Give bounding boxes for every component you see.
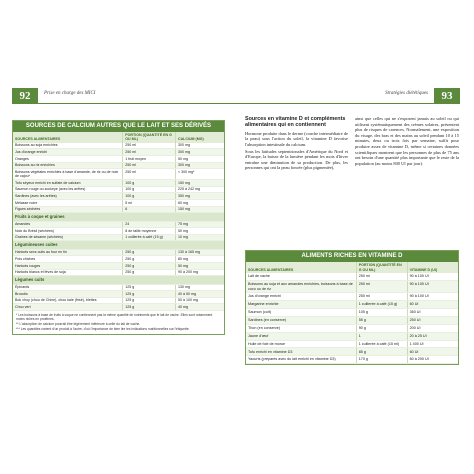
table-cell: 60 mg <box>175 199 224 206</box>
table-cell: 90 g <box>356 324 407 332</box>
table-cell: 50 mg <box>175 228 224 235</box>
table-cell: 360 UI <box>407 309 458 317</box>
text-column-2 <box>355 116 459 167</box>
table-cell: 90 à 200 mg <box>175 269 224 276</box>
table-cell: 1 cuillerée à café (15 g) <box>123 234 176 241</box>
table-cell: 200 UI <box>407 324 458 332</box>
right-page <box>237 0 474 474</box>
table-row <box>13 221 224 228</box>
table-cell: Tofu enrichi en vitamine D3 <box>246 348 356 356</box>
table-cell: 50 mg <box>175 156 224 163</box>
table-cell: Bok choy (chou de Chine), chou kale (frisé), blettes <box>13 297 123 304</box>
running-title: Stratégies diététiques <box>385 91 428 96</box>
table-cell: Figues séchées <box>13 206 123 213</box>
table-cell: Saumon (cuit) <box>246 309 356 317</box>
table-row <box>13 249 224 256</box>
table-cell: 90 à 100 UI <box>407 273 458 280</box>
table-cell: 250 ml <box>123 149 176 156</box>
right-page-header <box>237 88 474 104</box>
footnote: *** Les quantités varient d'un produit à l'autre, d'où l'importance de bien lire les indications nutritionnelles sur l'étiquette. <box>16 326 190 331</box>
table-cell: 125 g <box>123 304 176 311</box>
table-row <box>246 316 458 324</box>
table-title: ALIMENTS RICHES EN VITAMINE D <box>246 251 458 262</box>
calcium-sources-table <box>12 120 225 335</box>
table-section-row <box>13 213 224 221</box>
table-cell: 5 ml <box>123 199 176 206</box>
table-cell: Haricots rouges <box>13 262 123 269</box>
table-cell: 170 g <box>356 356 407 364</box>
table-header-row <box>246 262 458 273</box>
table-cell: 10 mg <box>175 234 224 241</box>
footnote: ** L'absorption de calcium pourrait être légèrement inférieure à celle du lait de vache. <box>16 321 141 326</box>
table-cell: Saumon rouge ou sockeye (avec les arêtes) <box>13 186 123 193</box>
table-cell: Amandes <box>13 221 123 228</box>
table-row <box>246 332 458 340</box>
running-title: Prise en charge des MICI <box>44 91 96 96</box>
column-header: SOURCES ALIMENTAIRES <box>13 132 123 143</box>
table-cell: 130 mg <box>175 284 224 291</box>
table-cell: 40 à 50 mg <box>175 291 224 298</box>
table-cell: Jus d'orange enrichi <box>246 293 356 301</box>
vitamin-d-food-table <box>246 262 458 364</box>
table-cell: Haricots blancs et fèves de soja <box>13 269 123 276</box>
table-cell: 250 ml <box>123 143 176 149</box>
table-cell: Boissons au soja enrichies <box>13 143 123 149</box>
column-header: PORTION (QUANTITÉ EN G OU ML) <box>123 132 176 143</box>
table-cell: Yaourts (préparés avec du lait enrichi en vitamine D3) <box>246 356 356 364</box>
table-cell: Boissons au soja et aux amandes enrichies, boissons à base de coco ou de riz <box>246 280 356 292</box>
table-cell: 250 g <box>123 249 176 256</box>
table-cell: 250 ml <box>123 169 176 180</box>
page-number: 92 <box>12 88 38 104</box>
table-cell: 50 mg <box>175 262 224 269</box>
table-cell: 250 ml <box>356 293 407 301</box>
table-cell: 1 <box>356 332 407 340</box>
table-cell: 250 g <box>123 262 176 269</box>
table-cell: Boissons végétales enrichies à base d'amande, de riz ou de noix de cajou* <box>13 169 123 180</box>
table-cell: Lait de vache <box>246 273 356 280</box>
table-cell: 100 g <box>123 180 176 187</box>
section-label: Légumineuses cuites <box>13 241 224 249</box>
table-row <box>13 304 224 311</box>
table-title: SOURCES DE CALCIUM AUTRES QUE LE LAIT ET SES DÉRIVÉS <box>13 121 224 132</box>
table-body <box>13 143 224 311</box>
column-header: PORTION (QUANTITÉ EN G OU ML) <box>356 262 407 273</box>
table-row <box>246 280 458 292</box>
footnote: * Les boissons à base de fruits à coque ne contiennent pas la même quantité de nutriments que le lait de vache. Elles sont notamment moins riches en protéines. <box>16 312 213 321</box>
table-cell: 300 mg <box>175 162 224 169</box>
table-row <box>13 149 224 156</box>
table-row <box>13 186 224 193</box>
table-row <box>246 293 458 301</box>
table-row <box>13 234 224 241</box>
table-cell: Sardines (en conserve) <box>246 316 356 324</box>
table-cell: Huile de foie de morue <box>246 340 356 348</box>
column-header: VITAMINE D (UI) <box>407 262 458 273</box>
table-cell: 150 mg <box>175 180 224 187</box>
table-row <box>13 180 224 187</box>
table-section-row <box>13 241 224 249</box>
table-cell: 300 mg <box>175 143 224 149</box>
table-row <box>13 228 224 235</box>
column-header: SOURCES ALIMENTAIRES <box>246 262 356 273</box>
table-cell: Boissons au riz enrichies <box>13 162 123 169</box>
table-cell: 60 UI <box>407 348 458 356</box>
table-row <box>246 273 458 280</box>
table-row <box>246 301 458 309</box>
table-row <box>246 309 458 317</box>
table-cell: 24 <box>123 221 176 228</box>
table-cell: 350 mg <box>175 193 224 200</box>
table-cell: Brocolis <box>13 291 123 298</box>
table-row <box>13 256 224 263</box>
table-cell: 60 UI <box>407 301 458 309</box>
table-cell: Jus d'orange enrichi <box>13 149 123 156</box>
header-rule <box>12 103 237 104</box>
table-cell: 100 g <box>123 186 176 193</box>
table-cell: 100 g <box>123 193 176 200</box>
table-cell: Graines de sésame (séchées) <box>13 234 123 241</box>
body-paragraph: ainsi que celles qui ne s'exposent jamais au soleil ou qui utilisent systématiquement des crèmes solaires, présentent plus de risques de carences. Normalement, une exposition du visage, des bras et des mains au soleil pendant 10 à 15 minutes, deux ou trois fois par semaine, suffit pour produire assez de vitamine D, même si certaines données scientifiques montrent que les personnes de plus de 75 ans ont besoin d'une quantité plus importante que le reste de la population (au moins 800 UI par jour). <box>355 116 459 166</box>
table-cell: Margarine enrichie <box>246 301 356 309</box>
table-cell: 6 <box>123 206 176 213</box>
table-row <box>13 262 224 269</box>
table-cell: Jaune d'œuf <box>246 332 356 340</box>
section-heading: Sources en vitamine D et compléments alimentaires qui en contiennent <box>245 116 346 129</box>
table-cell: 8 de taille moyenne <box>123 228 176 235</box>
table-cell: 250 g <box>123 256 176 263</box>
body-paragraph: Sous les latitudes septentrionales d'Amérique du Nord et d'Europe, la baisse de la lumière pendant les mois d'hiver entraîne une diminution de sa production. De plus, les personnes qui ont la peau foncée (plus pigmentée), <box>245 148 348 171</box>
table-row <box>13 199 224 206</box>
table-cell: 90 à 100 UI <box>407 280 458 292</box>
table-cell: 40 mg <box>175 304 224 311</box>
table-row <box>13 284 224 291</box>
table-cell: 75 mg <box>175 221 224 228</box>
header-rule <box>237 103 460 104</box>
left-page-header <box>0 88 237 104</box>
table-row <box>13 291 224 298</box>
table-cell: Tofu séyeux enrichi en sulfate de calcium <box>13 180 123 187</box>
table-cell: 1 cuillerée à café (15 g) <box>356 301 407 309</box>
section-label: Légumes cuits <box>13 276 224 284</box>
table-cell: 90 à 100 UI <box>407 293 458 301</box>
table-row <box>13 206 224 213</box>
vitamin-d-table <box>245 250 459 365</box>
table-body <box>246 273 458 364</box>
table-cell: 1 cuillerée à café (15 ml) <box>356 340 407 348</box>
table-cell: 105 g <box>356 309 407 317</box>
table-cell: 1 400 UI <box>407 340 458 348</box>
table-cell: Pois chiches <box>13 256 123 263</box>
table-cell: 85 g <box>356 348 407 356</box>
table-cell: 250 UI <box>407 316 458 324</box>
section-label: Fruits à coque et graines <box>13 213 224 221</box>
table-header-row <box>13 132 224 143</box>
table-cell: 125 g <box>123 291 176 298</box>
table-cell: Noix du Brésil (séchées) <box>13 228 123 235</box>
table-cell: Thon (en conserve) <box>246 324 356 332</box>
table-row <box>246 356 458 364</box>
table-cell: 250 ml <box>356 280 407 292</box>
table-cell: 55 g <box>356 316 407 324</box>
table-cell: Sardines (avec les arêtes) <box>13 193 123 200</box>
table-section-row <box>13 276 224 284</box>
table-cell: 300 mg <box>175 149 224 156</box>
table-cell: 20 à 25 UI <box>407 332 458 340</box>
table-cell: Mélasse noire <box>13 199 123 206</box>
page-number: 93 <box>434 88 460 104</box>
table-row <box>246 340 458 348</box>
table-row <box>13 169 224 180</box>
table-cell: < 300 mg* <box>175 169 224 180</box>
calcium-table <box>13 132 224 311</box>
table-cell: 1 fruit moyen <box>123 156 176 163</box>
table-cell: Épinards <box>13 284 123 291</box>
table-row <box>246 324 458 332</box>
table-row <box>13 162 224 169</box>
table-cell: 80 mg <box>175 256 224 263</box>
table-cell: 250 g <box>123 269 176 276</box>
table-row <box>13 193 224 200</box>
table-row <box>13 297 224 304</box>
body-paragraph: Hormone produite dans le derme (couche intermédiaire de la peau) sous l'action du soleil, la vitamine D favorise l'absorption intestinale du calcium. <box>245 130 348 147</box>
table-cell: 225 à 242 mg <box>175 186 224 193</box>
text-column-1 <box>245 116 348 172</box>
table-footnotes <box>13 311 224 334</box>
table-row <box>13 269 224 276</box>
table-row <box>246 348 458 356</box>
table-cell: 150 mg <box>175 206 224 213</box>
table-cell: 60 à 200 UI <box>407 356 458 364</box>
table-cell: Chou vert <box>13 304 123 311</box>
table-cell: 250 ml <box>123 162 176 169</box>
table-cell: 125 g <box>123 284 176 291</box>
table-row <box>13 156 224 163</box>
column-header: CALCIUM (MG) <box>175 132 224 143</box>
table-cell: 250 ml <box>356 273 407 280</box>
table-cell: Oranges <box>13 156 123 163</box>
table-cell: 125 g <box>123 297 176 304</box>
table-cell: 130 à 165 mg <box>175 249 224 256</box>
table-cell: Haricots secs cuits au four en tin <box>13 249 123 256</box>
table-cell: 50 à 100 mg <box>175 297 224 304</box>
